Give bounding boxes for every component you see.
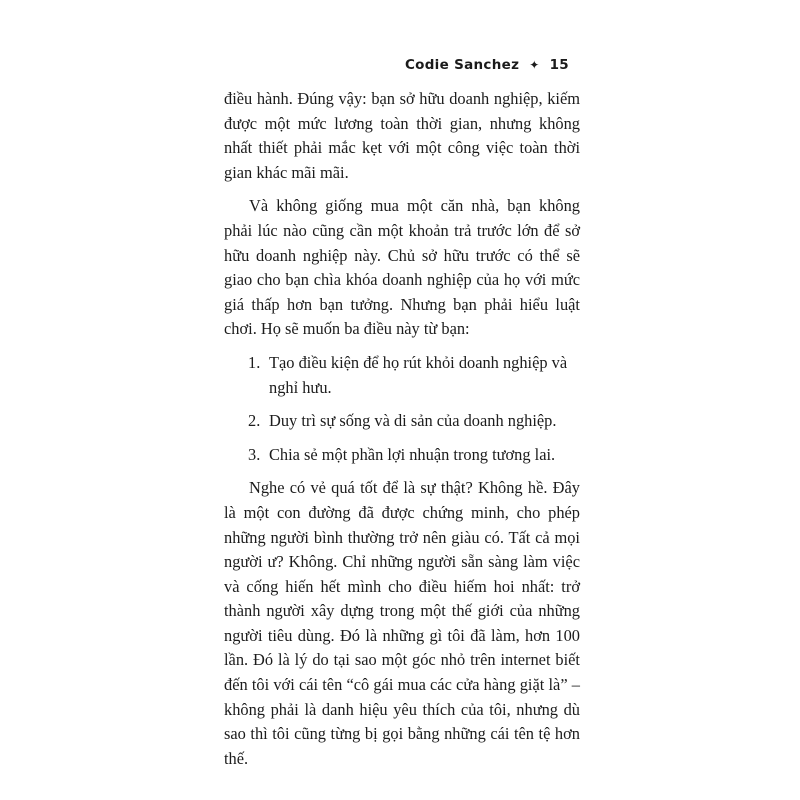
list-item-number: 2. xyxy=(248,411,261,431)
list-item-text: Tạo điều kiện để họ rút khỏi doanh nghiệp và nghỉ hưu. xyxy=(269,352,568,397)
page-body xyxy=(224,87,580,780)
page-number: 15 xyxy=(549,57,569,73)
list-item-number: 1. xyxy=(248,352,261,372)
list-item xyxy=(224,409,580,434)
paragraph-continuation: điều hành. Đúng vậy: bạn sở hữu doanh nghiệp, kiếm được một mức lương toàn thời gian, nhưng không nhất thiết phải mắc kẹt với một công việc toàn thời gian khác mãi mãi. xyxy=(224,89,580,182)
list-item xyxy=(224,443,580,468)
running-header xyxy=(405,57,569,73)
four-point-star-icon: ✦ xyxy=(529,58,540,72)
numbered-list xyxy=(224,351,580,467)
list-item-text: Chia sẻ một phần lợi nhuận trong tương lai. xyxy=(269,444,556,464)
list-item-text: Duy trì sự sống và di sản của doanh nghiệp. xyxy=(269,411,557,431)
paragraph: Và không giống mua một căn nhà, bạn không phải lúc nào cũng cần một khoản trả trước lớn để sở hữu doanh nghiệp này. Chủ sở hữu trước có thể sẽ giao cho bạn chìa khóa doanh nghiệp của họ với mức giá thấp hơn bạn tưởng. Nhưng bạn phải hiểu luật chơi. Họ sẽ muốn ba điều này từ bạn: xyxy=(224,196,580,339)
list-item-number: 3. xyxy=(248,444,261,464)
paragraph: Nghe có vẻ quá tốt để là sự thật? Không hề. Đây là một con đường đã được chứng minh, cho phép những người bình thường trở nên giàu có. Tất cả mọi người ư? Không. Chỉ những người sẵn sàng làm việc và cống hiến hết mình cho điều hiếm hoi nhất: trở thành người xây dựng trong một thế giới của những người tiêu dùng. Đó là những gì tôi đã làm, hơn 100 lần. Đó là lý do tại sao một góc nhỏ trên internet biết đến tôi với cái tên “cô gái mua các cửa hàng giặt là” – không phải là danh hiệu yêu thích của tôi, nhưng dù sao thì tôi cũng từng bị gọi bằng những cái tên tệ hơn thế. xyxy=(224,478,580,768)
list-item xyxy=(224,351,580,400)
author-name: Codie Sanchez xyxy=(404,57,520,73)
